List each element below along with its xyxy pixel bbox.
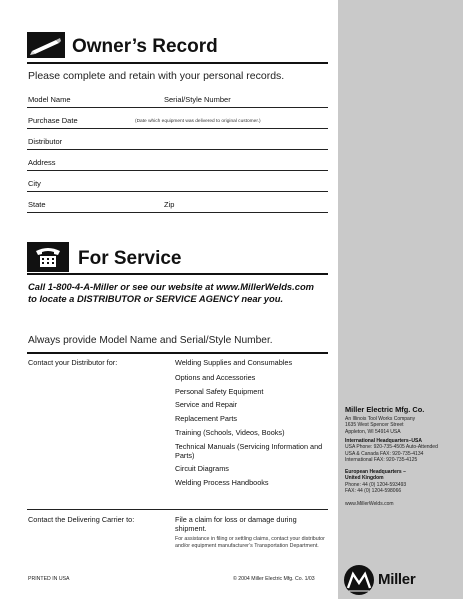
owners-record-title: Owner’s Record: [72, 36, 218, 57]
address-line: 1635 West Spencer Street: [345, 422, 404, 429]
list-item: Welding Supplies and Consumables: [175, 358, 293, 367]
list-item: Service and Repair: [175, 400, 238, 409]
carrier-claim-item: File a claim for loss or damage during shipment.: [175, 515, 297, 533]
intl-hq-title: International Headquarters–USA: [345, 438, 422, 444]
miller-logo-mark: [344, 565, 374, 595]
list-item: Options and Accessories: [175, 373, 256, 382]
purchase-date-label: Purchase Date: [28, 116, 78, 125]
address-line: Appleton, WI 54914 USA: [345, 428, 401, 435]
copyright: © 2004 Miller Electric Mfg. Co. 1/03: [233, 576, 315, 582]
contact-distributor-label: Contact your Distributor for:: [28, 358, 118, 367]
list-item: Technical Manuals (Servicing Information and Parts): [175, 442, 323, 460]
printed-in-usa: PRINTED IN USA: [28, 576, 70, 582]
call-line-1: Call 1-800-4-A-Miller or see our website at www.MillerWelds.com: [28, 281, 315, 292]
address-line: An Illinois Tool Works Company: [345, 416, 416, 422]
always-provide-note: Always provide Model Name and Serial/Style Number.: [28, 335, 273, 346]
list-item: Welding Process Handbooks: [175, 478, 269, 487]
model-name-label: Model Name: [28, 95, 71, 104]
section-divider: [27, 62, 328, 64]
contact-carrier-label: Contact the Delivering Carrier to:: [28, 515, 135, 524]
international-headquarters: [345, 438, 459, 463]
euro-hq-title: European Headquarters –: [345, 469, 406, 475]
address-row: [27, 150, 328, 171]
pen-icon: [27, 32, 65, 58]
sidebar-panel: [338, 0, 463, 599]
telephone-icon: [27, 242, 69, 272]
section-divider: [27, 273, 328, 275]
serial-style-number-label: Serial/Style Number: [164, 95, 231, 104]
call-instructions: [28, 281, 314, 305]
euro-hq-subtitle: United Kingdom: [345, 475, 384, 482]
list-item: Training (Schools, Videos, Books): [175, 428, 285, 437]
company-address: [345, 416, 459, 435]
owners-record-intro: Please complete and retain with your personal records.: [28, 70, 285, 82]
contact-line: USA & Canada FAX: 920-735-4134: [345, 450, 424, 457]
contact-line: Phone: 44 (0) 1204-593493: [345, 481, 407, 488]
section-divider: [27, 352, 328, 354]
website: www.MillerWelds.com: [345, 501, 394, 507]
list-item: Replacement Parts: [175, 414, 238, 423]
list-item: Personal Safety Equipment: [175, 387, 264, 396]
contact-line: USA Phone: 920-735-4505 Auto-Attended: [345, 444, 438, 451]
company-name: Miller Electric Mfg. Co.: [345, 405, 425, 414]
contact-line: FAX: 44 (0) 1204-598066: [345, 487, 402, 494]
zip-label: Zip: [164, 200, 175, 209]
state-label: State: [28, 200, 46, 209]
purchase-date-row: [27, 108, 328, 129]
miller-logo-text: Miller: [378, 571, 416, 588]
address-label: Address: [28, 158, 56, 167]
model-serial-row: [27, 87, 328, 108]
contact-line: International FAX: 920-735-4125: [345, 456, 418, 463]
state-zip-row: [27, 192, 328, 213]
city-row: [27, 171, 328, 192]
distributor-label: Distributor: [28, 137, 63, 146]
carrier-assistance-note: For assistance in filing or settling claims, contact your distributor and/or equipment manufacturer’s Transportation Department.: [175, 536, 325, 549]
list-item: Circuit Diagrams: [175, 464, 229, 473]
for-service-title: For Service: [78, 248, 182, 269]
city-label: City: [28, 179, 41, 188]
miller-logo: [344, 565, 454, 595]
purchase-date-note: (Date which equipment was delivered to original customer.): [135, 119, 261, 124]
section-divider: [27, 509, 328, 510]
european-headquarters: [345, 469, 459, 494]
distributor-row: [27, 129, 328, 150]
call-line-2: to locate a DISTRIBUTOR or SERVICE AGENCY near you.: [28, 293, 284, 304]
